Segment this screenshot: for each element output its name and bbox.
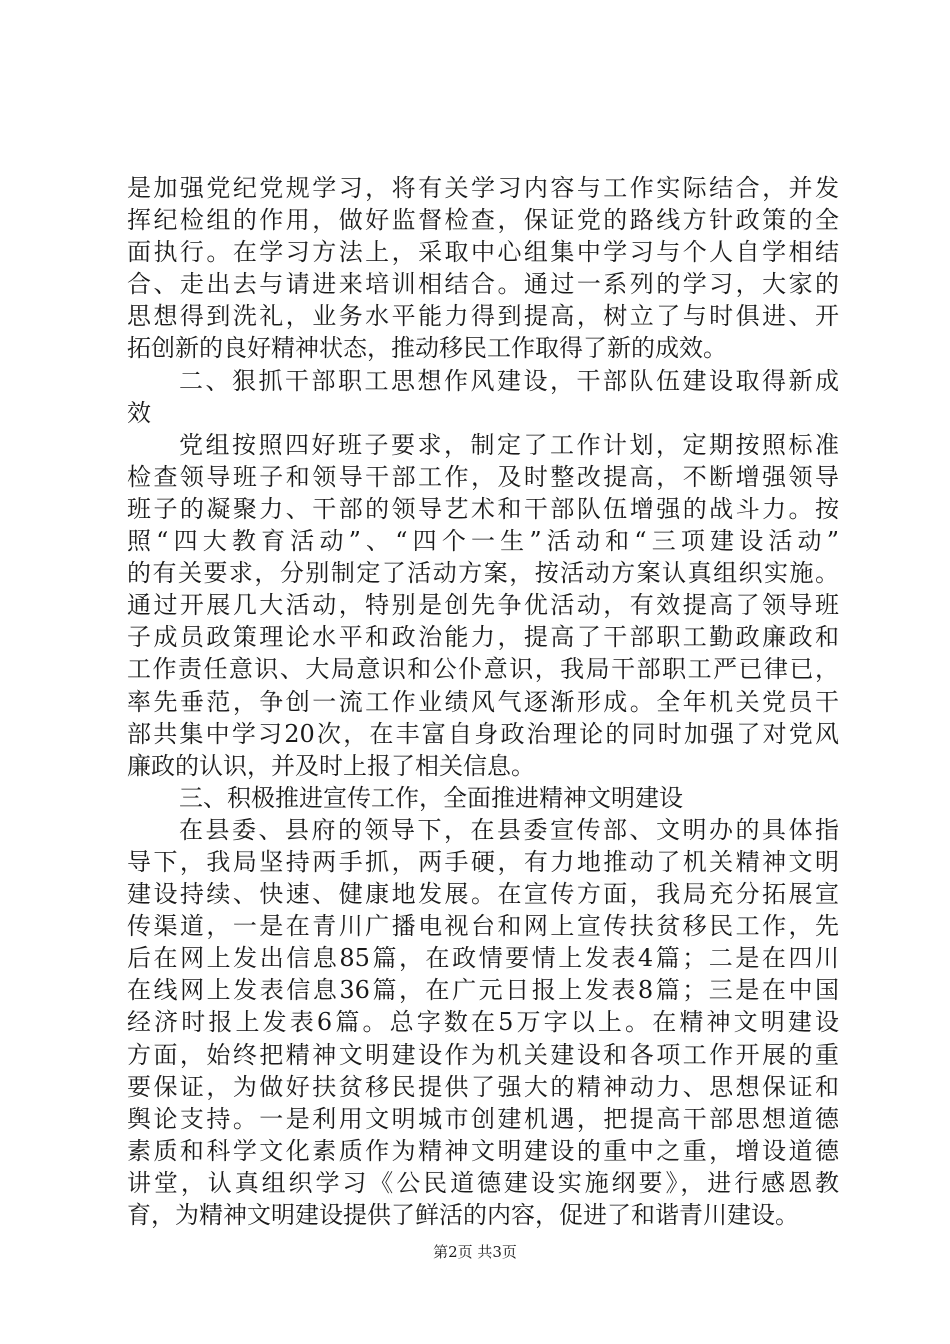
body-line: 党组按照四好班子要求，制定了工作计划，定期按照标准	[179, 430, 839, 459]
document-body	[127, 172, 839, 1231]
body-line: 通过开展几大活动，特别是创先争优活动，有效提高了领导班	[127, 591, 839, 620]
body-line: 廉政的认识，并及时上报了相关信息。	[127, 751, 535, 780]
section-heading-3: 三、积极推进宣传工作，全面推进精神文明建设	[179, 783, 683, 812]
body-line: 班子的凝聚力、干部的领导艺术和干部队伍增强的战斗力。按	[127, 494, 839, 523]
body-line: 素质和科学文化素质作为精神文明建设的重中之重，增设道德	[127, 1136, 839, 1165]
body-line: 经济时报上发表6篇。总字数在5万字以上。在精神文明建设	[127, 1008, 839, 1037]
body-line: 工作责任意识、大局意识和公仆意识，我局干部职工严已律已，	[127, 655, 839, 684]
body-line: 合、走出去与请进来培训相结合。通过一系列的学习，大家的	[127, 270, 839, 299]
body-line: 拓创新的良好精神状态，推动移民工作取得了新的成效。	[127, 334, 727, 363]
body-line: 是加强党纪党规学习，将有关学习内容与工作实际结合，并发	[127, 174, 839, 202]
body-line: 在线网上发表信息36篇，在广元日报上发表8篇；三是在中国	[127, 976, 839, 1005]
body-line: 讲堂，认真组织学习《公民道德建设实施纲要》，进行感恩教	[127, 1168, 839, 1197]
body-line: 检查领导班子和领导干部工作，及时整改提高，不断增强领导	[127, 462, 839, 491]
body-line: 面执行。在学习方法上，采取中心组集中学习与个人自学相结	[127, 238, 839, 267]
body-line: 率先垂范，争创一流工作业绩风气逐渐形成。全年机关党员干	[127, 687, 839, 716]
body-line: 思想得到洗礼，业务水平能力得到提高，树立了与时俱进、开	[127, 302, 839, 331]
body-line: 导下，我局坚持两手抓，两手硬，有力地推动了机关精神文明	[127, 847, 839, 876]
body-line: 后在网上发出信息85篇，在政情要情上发表4篇；二是在四川	[127, 944, 839, 973]
body-line: 传渠道，一是在青川广播电视台和网上宣传扶贫移民工作，先	[127, 912, 839, 941]
body-line: 育，为精神文明建设提供了鲜活的内容，促进了和谐青川建设。	[127, 1201, 799, 1229]
body-line: 挥纪检组的作用，做好监督检查，保证党的路线方针政策的全	[127, 206, 839, 235]
body-line: 要保证，为做好扶贫移民提供了强大的精神动力、思想保证和	[127, 1072, 839, 1101]
body-line: 舆论支持。一是利用文明城市创建机遇，把提高干部思想道德	[127, 1104, 839, 1133]
section-heading-2: 二、狠抓干部职工思想作风建设，干部队伍建设取得新成	[179, 366, 839, 395]
section-heading-2-cont: 效	[127, 398, 151, 427]
body-line: 子成员政策理论水平和政治能力，提高了干部职工勤政廉政和	[127, 623, 839, 652]
body-line: 建设持续、快速、健康地发展。在宣传方面，我局充分拓展宣	[127, 880, 839, 909]
body-line: 在县委、县府的领导下，在县委宣传部、文明办的具体指	[179, 815, 839, 844]
body-line: 照“四大教育活动”、“四个一生”活动和“三项建设活动”	[127, 527, 839, 556]
body-line: 的有关要求，分别制定了活动方案，按活动方案认真组织实施。	[127, 559, 839, 588]
body-line: 部共集中学习20次，在丰富自身政治理论的同时加强了对党风	[127, 719, 839, 748]
page-footer: 第2页 共3页	[433, 1243, 517, 1261]
body-line: 方面，始终把精神文明建设作为机关建设和各项工作开展的重	[127, 1040, 839, 1069]
